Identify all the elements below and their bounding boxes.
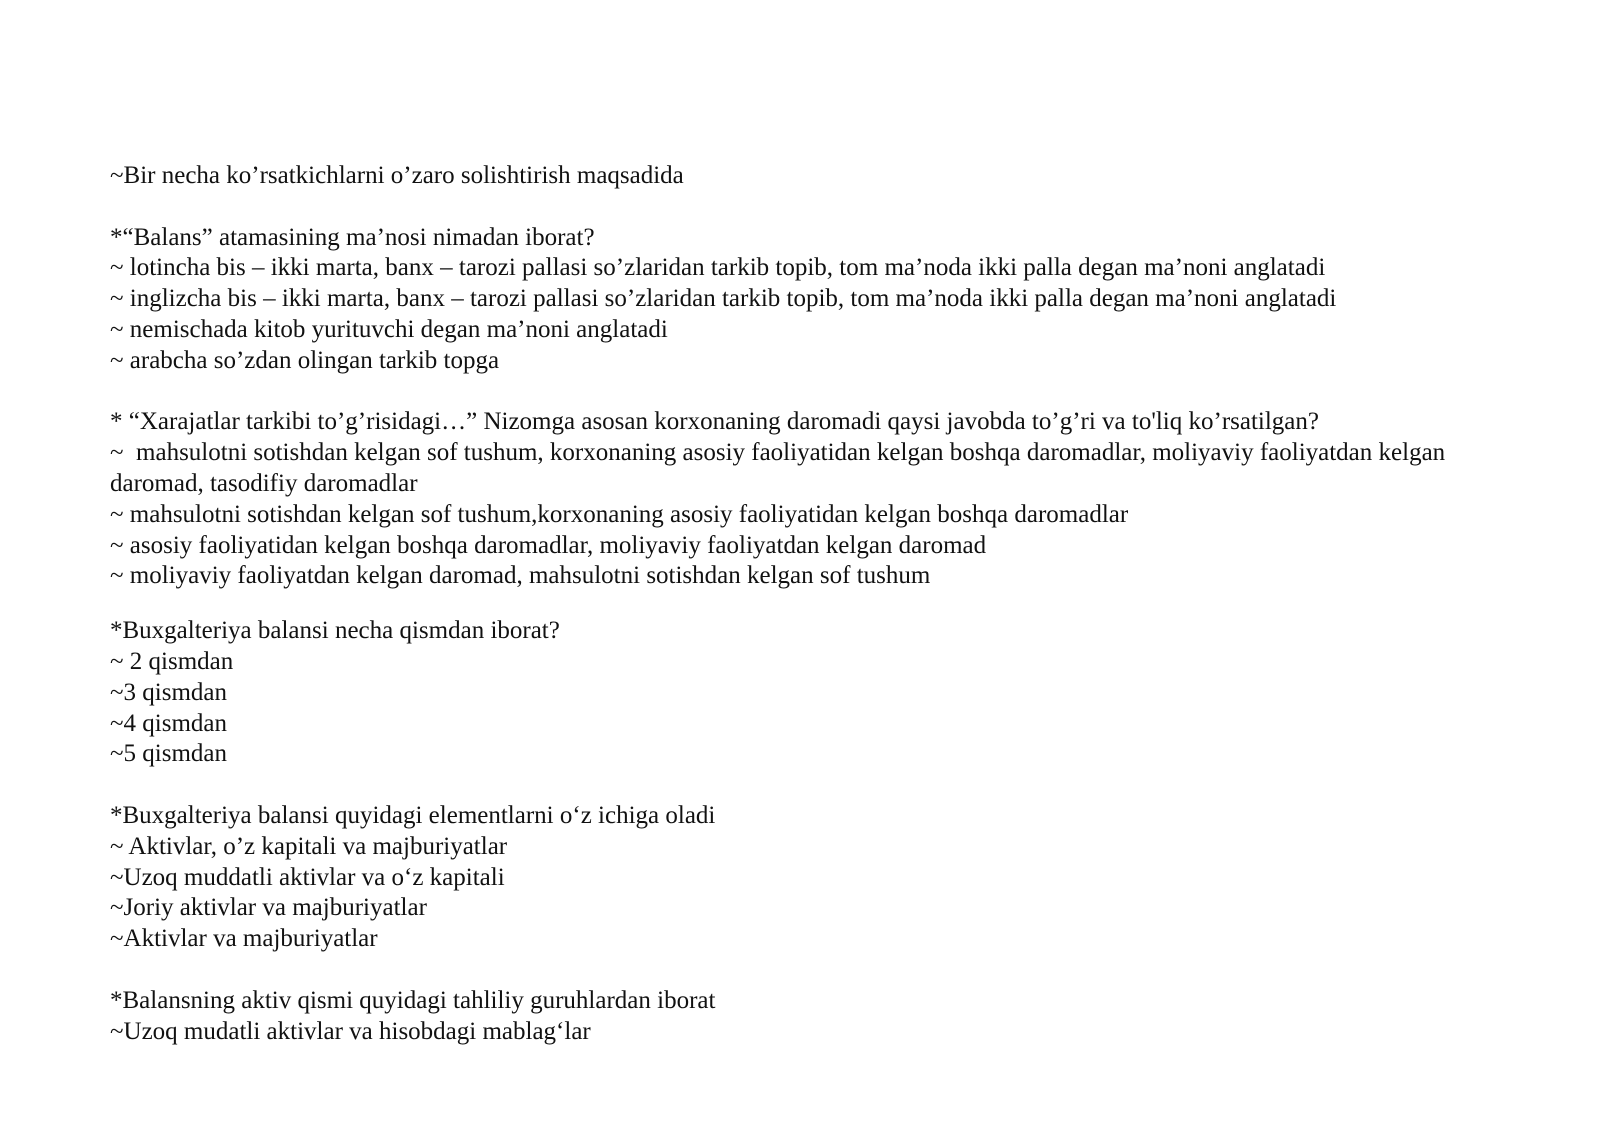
answer-option: ~Uzoq mudatli aktivlar va hisobdagi mablag‘lar [110,1017,591,1045]
question-text: *Buxgalteriya balansi quyidagi elementlarni o‘z ichiga oladi [110,801,716,829]
question-text: *Balansning aktiv qismi quyidagi tahliliy guruhlardan iborat [110,986,716,1014]
answer-option: ~3 qismdan [110,678,227,706]
answer-option: ~ 2 qismdan [110,647,234,675]
answer-option: ~ arabcha so’zdan olingan tarkib topga [110,346,500,374]
answer-option: ~Uzoq muddatli aktivlar va o‘z kapitali [110,863,505,891]
spacer [110,377,1490,408]
spacer [110,770,1490,801]
answer-option: ~Bir necha ko’rsatkichlarni o’zaro solishtirish maqsadida [110,162,684,189]
document-page [110,161,1490,1047]
question-block-daromad [110,407,1490,592]
answer-option: ~ nemischada kitob yurituvchi degan ma’noni anglatadi [110,315,668,343]
answer-option: ~ Aktivlar, o’z kapitali va majburiyatlar [110,832,508,860]
answer-option: ~ mahsulotni sotishdan kelgan sof tushum, korxonaning asosiy faoliyatidan kelgan boshqa daromadlar, moliyaviy faoliyatdan kelgan daromad, tasodifiy daromadlar [110,439,1452,497]
answer-option: ~ asosiy faoliyatidan kelgan boshqa daromadlar, moliyaviy faoliyatdan kelgan daromad [110,531,987,559]
spacer [110,592,1490,616]
answer-option: ~ mahsulotni sotishdan kelgan sof tushum,korxonaning asosiy faoliyatidan kelgan boshqa daromadlar [110,500,1129,528]
answer-option: ~ moliyaviy faoliyatdan kelgan daromad, mahsulotni sotishdan kelgan sof tushum [110,562,931,590]
question-block-aktiv-qismi [110,986,1490,1048]
spacer [110,955,1490,986]
question-text: *Buxgalteriya balansi necha qismdan iborat? [110,617,560,645]
answer-option: ~Aktivlar va majburiyatlar [110,925,378,953]
spacer [110,192,1490,223]
answer-option: ~ lotincha bis – ikki marta, banx – tarozi pallasi so’zlaridan tarkib topib, tom ma’noda ikki palla degan ma’noni anglatadi [110,254,1326,282]
question-text: *“Balans” atamasining ma’nosi nimadan iborat? [110,223,595,251]
answer-option: ~Joriy aktivlar va majburiyatlar [110,894,427,922]
question-block-elementlar [110,801,1490,955]
answer-option: ~5 qismdan [110,740,227,768]
answer-option: ~4 qismdan [110,709,227,737]
answer-option: ~ inglizcha bis – ikki marta, banx – tarozi pallasi so’zlaridan tarkib topib, tom ma’noda ikki palla degan ma’noni anglatadi [110,285,1337,313]
question-block-balans [110,223,1490,377]
question-text: * “Xarajatlar tarkibi to’g’risidagi…” Nizomga asosan korxonaning daromadi qaysi javobda to’g’ri va to'liq ko’rsatilgan? [110,408,1319,436]
question-block-qismlar [110,616,1490,770]
